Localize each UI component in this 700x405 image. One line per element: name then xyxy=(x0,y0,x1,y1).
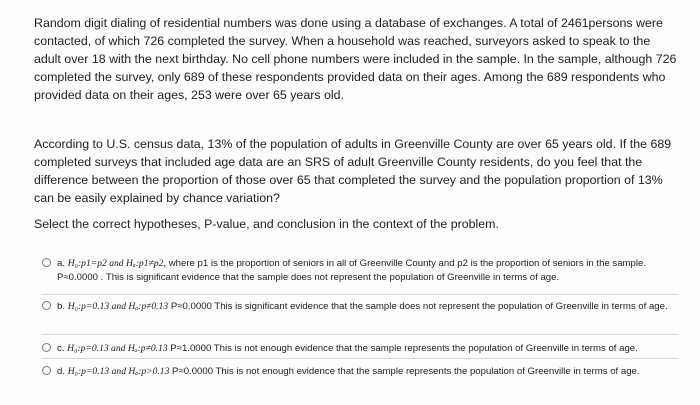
option-c-label: c. xyxy=(57,343,65,354)
answer-option-c-text xyxy=(57,342,678,356)
option-b-hypotheses: H₀:p=0.13 and Hₐ:p≠0.13 xyxy=(67,301,169,312)
answer-option-c[interactable] xyxy=(42,342,678,356)
radio-button-b[interactable] xyxy=(42,301,51,310)
answer-option-a[interactable] xyxy=(42,257,678,285)
answer-option-b-text xyxy=(57,300,678,314)
option-divider xyxy=(42,294,678,295)
question-paragraph-2: According to U.S. census data, 13% of the population of adults in Greenville County are over 65 years old. If the 689 completed surveys that included age data are an SRS of adult Greenville County residents, do you feel that the difference between the proportion of those over 65 that completed the survey and the population proportion of 13% can be easily explained by chance variation? xyxy=(34,137,672,205)
answer-option-d[interactable] xyxy=(42,365,678,379)
option-c-body: P≈1.0000 This is not enough evidence that the sample represents the population of Greenville in terms of age. xyxy=(167,343,638,354)
option-a-hypotheses: H₀:p1=p2 and Hₐ:p1≠p2 xyxy=(67,258,164,269)
option-b-body: P≈0.0000 This is significant evidence that the sample does not represent the population of Greenville in terms of age. xyxy=(168,301,668,312)
answer-option-d-text xyxy=(57,365,678,379)
option-d-body: P≈0.0000 This is not enough evidence that the sample represents the population of Greenville in terms of age. xyxy=(169,366,640,377)
radio-button-d[interactable] xyxy=(42,366,51,375)
radio-button-a[interactable] xyxy=(42,258,51,267)
answer-option-a-text xyxy=(57,257,678,285)
option-d-label: d. xyxy=(57,366,66,377)
answer-option-b[interactable] xyxy=(42,300,678,314)
option-d-hypotheses: H₀:p=0.13 and Hₐ:p>0.13 xyxy=(67,366,170,377)
option-b-label: b. xyxy=(57,301,66,312)
option-a-label: a. xyxy=(57,258,66,269)
question-paragraph-1: Random digit dialing of residential numbers was done using a database of exchanges. A total of 2461persons were contacted, of which 726 completed the survey. When a household was reached, surveyors asked to speak to the adult over 18 with the next birthday. No cell phone numbers were included in the sample. In the sample, although 726 completed the survey, only 689 of these respondents provided data on their ages. Among the 689 respondents who provided data on their ages, 253 were over 65 years old. xyxy=(34,16,677,102)
radio-button-c[interactable] xyxy=(42,343,51,352)
option-divider xyxy=(42,334,678,335)
question-instruction: Select the correct hypotheses, P-value, and conclusion in the context of the problem. xyxy=(34,217,499,231)
option-c-hypotheses: H₀:p=0.13 and Hₐ:p≠0.13 xyxy=(67,343,168,354)
option-divider xyxy=(42,358,678,359)
option-a-body: , where p1 is the proportion of seniors in all of Greenville County and p2 is the proportion of seniors in the sample. P≈0.0000 . This is significant evidence that the sample does not represent the population of Greenville in terms of age. xyxy=(57,258,647,283)
